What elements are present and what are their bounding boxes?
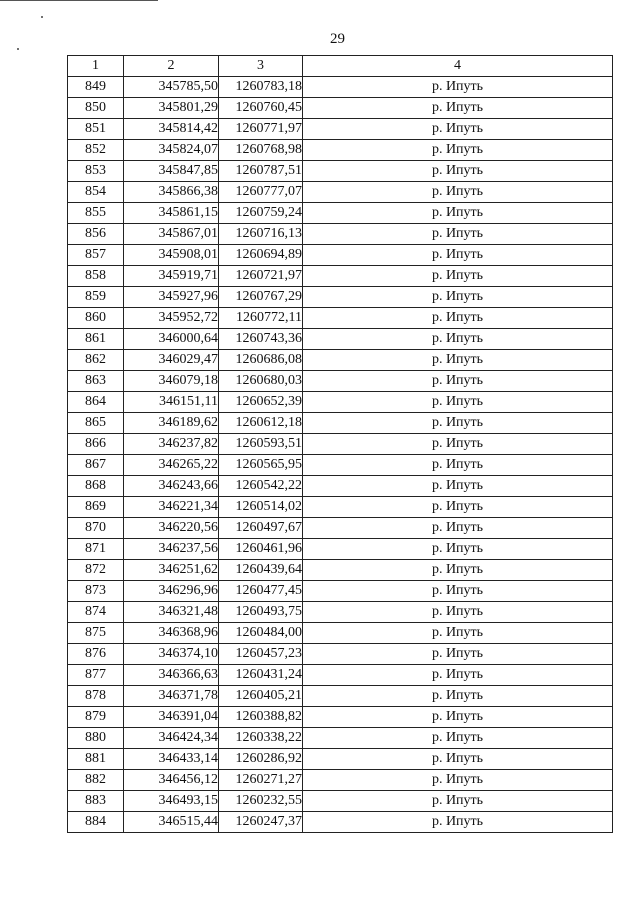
cell-y-coordinate: 1260484,00 bbox=[219, 623, 303, 644]
cell-point-number: 871 bbox=[68, 539, 124, 560]
cell-point-number: 863 bbox=[68, 371, 124, 392]
table-row bbox=[68, 182, 613, 203]
cell-description: р. Ипуть bbox=[303, 266, 613, 287]
cell-y-coordinate: 1260388,82 bbox=[219, 707, 303, 728]
cell-description: р. Ипуть bbox=[303, 224, 613, 245]
cell-point-number: 866 bbox=[68, 434, 124, 455]
cell-point-number: 849 bbox=[68, 77, 124, 98]
cell-x-coordinate: 345785,50 bbox=[124, 77, 219, 98]
cell-point-number: 884 bbox=[68, 812, 124, 833]
cell-description: р. Ипуть bbox=[303, 581, 613, 602]
cell-x-coordinate: 346321,48 bbox=[124, 602, 219, 623]
table-row bbox=[68, 707, 613, 728]
cell-x-coordinate: 346368,96 bbox=[124, 623, 219, 644]
cell-x-coordinate: 346493,15 bbox=[124, 791, 219, 812]
scan-edge-line bbox=[0, 0, 158, 1]
cell-y-coordinate: 1260771,97 bbox=[219, 119, 303, 140]
cell-description: р. Ипуть bbox=[303, 455, 613, 476]
table-row bbox=[68, 77, 613, 98]
cell-y-coordinate: 1260405,21 bbox=[219, 686, 303, 707]
cell-point-number: 882 bbox=[68, 770, 124, 791]
cell-x-coordinate: 345952,72 bbox=[124, 308, 219, 329]
table-row bbox=[68, 119, 613, 140]
cell-point-number: 873 bbox=[68, 581, 124, 602]
cell-description: р. Ипуть bbox=[303, 77, 613, 98]
cell-description: р. Ипуть bbox=[303, 686, 613, 707]
cell-point-number: 869 bbox=[68, 497, 124, 518]
table-row bbox=[68, 497, 613, 518]
cell-y-coordinate: 1260286,92 bbox=[219, 749, 303, 770]
table-row bbox=[68, 812, 613, 833]
cell-description: р. Ипуть bbox=[303, 497, 613, 518]
cell-description: р. Ипуть bbox=[303, 812, 613, 833]
cell-description: р. Ипуть bbox=[303, 434, 613, 455]
cell-description: р. Ипуть bbox=[303, 350, 613, 371]
cell-y-coordinate: 1260439,64 bbox=[219, 560, 303, 581]
cell-point-number: 876 bbox=[68, 644, 124, 665]
cell-description: р. Ипуть bbox=[303, 392, 613, 413]
cell-description: р. Ипуть bbox=[303, 770, 613, 791]
cell-point-number: 868 bbox=[68, 476, 124, 497]
cell-y-coordinate: 1260768,98 bbox=[219, 140, 303, 161]
cell-x-coordinate: 346189,62 bbox=[124, 413, 219, 434]
cell-y-coordinate: 1260759,24 bbox=[219, 203, 303, 224]
table-row bbox=[68, 791, 613, 812]
cell-point-number: 861 bbox=[68, 329, 124, 350]
cell-y-coordinate: 1260767,29 bbox=[219, 287, 303, 308]
cell-description: р. Ипуть bbox=[303, 140, 613, 161]
table-row bbox=[68, 392, 613, 413]
cell-x-coordinate: 345801,29 bbox=[124, 98, 219, 119]
table-row bbox=[68, 623, 613, 644]
cell-x-coordinate: 346391,04 bbox=[124, 707, 219, 728]
cell-point-number: 880 bbox=[68, 728, 124, 749]
cell-x-coordinate: 346000,64 bbox=[124, 329, 219, 350]
cell-x-coordinate: 346151,11 bbox=[124, 392, 219, 413]
cell-y-coordinate: 1260457,23 bbox=[219, 644, 303, 665]
table-row bbox=[68, 266, 613, 287]
cell-x-coordinate: 346251,62 bbox=[124, 560, 219, 581]
cell-y-coordinate: 1260461,96 bbox=[219, 539, 303, 560]
table-row bbox=[68, 665, 613, 686]
table-row bbox=[68, 224, 613, 245]
cell-x-coordinate: 346029,47 bbox=[124, 350, 219, 371]
page-number: 29 bbox=[330, 31, 345, 47]
table-row bbox=[68, 140, 613, 161]
cell-y-coordinate: 1260783,18 bbox=[219, 77, 303, 98]
cell-point-number: 853 bbox=[68, 161, 124, 182]
cell-point-number: 858 bbox=[68, 266, 124, 287]
cell-y-coordinate: 1260787,51 bbox=[219, 161, 303, 182]
cell-description: р. Ипуть bbox=[303, 371, 613, 392]
cell-y-coordinate: 1260593,51 bbox=[219, 434, 303, 455]
cell-y-coordinate: 1260232,55 bbox=[219, 791, 303, 812]
cell-description: р. Ипуть bbox=[303, 560, 613, 581]
table-row bbox=[68, 455, 613, 476]
cell-description: р. Ипуть bbox=[303, 791, 613, 812]
cell-y-coordinate: 1260477,45 bbox=[219, 581, 303, 602]
cell-y-coordinate: 1260542,22 bbox=[219, 476, 303, 497]
table-row bbox=[68, 308, 613, 329]
cell-y-coordinate: 1260772,11 bbox=[219, 308, 303, 329]
cell-description: р. Ипуть bbox=[303, 203, 613, 224]
column-header-point-number: 1 bbox=[68, 56, 124, 77]
table-row bbox=[68, 770, 613, 791]
cell-x-coordinate: 345814,42 bbox=[124, 119, 219, 140]
cell-description: р. Ипуть bbox=[303, 644, 613, 665]
coordinates-table bbox=[67, 55, 613, 833]
table-body bbox=[68, 77, 613, 833]
table-row bbox=[68, 371, 613, 392]
table-row bbox=[68, 686, 613, 707]
cell-point-number: 860 bbox=[68, 308, 124, 329]
cell-y-coordinate: 1260716,13 bbox=[219, 224, 303, 245]
cell-description: р. Ипуть bbox=[303, 287, 613, 308]
cell-y-coordinate: 1260565,95 bbox=[219, 455, 303, 476]
cell-description: р. Ипуть bbox=[303, 518, 613, 539]
column-header-x: 2 bbox=[124, 56, 219, 77]
cell-description: р. Ипуть bbox=[303, 245, 613, 266]
cell-description: р. Ипуть bbox=[303, 602, 613, 623]
table-row bbox=[68, 518, 613, 539]
cell-x-coordinate: 346220,56 bbox=[124, 518, 219, 539]
cell-point-number: 877 bbox=[68, 665, 124, 686]
cell-x-coordinate: 345908,01 bbox=[124, 245, 219, 266]
cell-point-number: 864 bbox=[68, 392, 124, 413]
table-row bbox=[68, 539, 613, 560]
cell-x-coordinate: 346296,96 bbox=[124, 581, 219, 602]
cell-description: р. Ипуть bbox=[303, 749, 613, 770]
cell-description: р. Ипуть bbox=[303, 182, 613, 203]
cell-x-coordinate: 345867,01 bbox=[124, 224, 219, 245]
scan-speck bbox=[41, 16, 43, 18]
cell-description: р. Ипуть bbox=[303, 623, 613, 644]
table-row bbox=[68, 350, 613, 371]
cell-description: р. Ипуть bbox=[303, 539, 613, 560]
table-row bbox=[68, 476, 613, 497]
cell-x-coordinate: 346265,22 bbox=[124, 455, 219, 476]
cell-point-number: 857 bbox=[68, 245, 124, 266]
cell-x-coordinate: 345847,85 bbox=[124, 161, 219, 182]
cell-point-number: 875 bbox=[68, 623, 124, 644]
cell-point-number: 854 bbox=[68, 182, 124, 203]
cell-description: р. Ипуть bbox=[303, 665, 613, 686]
table-row bbox=[68, 203, 613, 224]
table-row bbox=[68, 245, 613, 266]
cell-description: р. Ипуть bbox=[303, 728, 613, 749]
cell-y-coordinate: 1260612,18 bbox=[219, 413, 303, 434]
cell-x-coordinate: 346371,78 bbox=[124, 686, 219, 707]
cell-point-number: 851 bbox=[68, 119, 124, 140]
cell-point-number: 865 bbox=[68, 413, 124, 434]
cell-description: р. Ипуть bbox=[303, 329, 613, 350]
cell-x-coordinate: 346515,44 bbox=[124, 812, 219, 833]
cell-x-coordinate: 345861,15 bbox=[124, 203, 219, 224]
cell-y-coordinate: 1260652,39 bbox=[219, 392, 303, 413]
cell-description: р. Ипуть bbox=[303, 707, 613, 728]
cell-x-coordinate: 346424,34 bbox=[124, 728, 219, 749]
cell-y-coordinate: 1260680,03 bbox=[219, 371, 303, 392]
cell-description: р. Ипуть bbox=[303, 413, 613, 434]
table-row bbox=[68, 98, 613, 119]
cell-point-number: 870 bbox=[68, 518, 124, 539]
cell-y-coordinate: 1260694,89 bbox=[219, 245, 303, 266]
table-row bbox=[68, 644, 613, 665]
cell-y-coordinate: 1260721,97 bbox=[219, 266, 303, 287]
column-header-description: 4 bbox=[303, 56, 613, 77]
cell-x-coordinate: 346374,10 bbox=[124, 644, 219, 665]
cell-y-coordinate: 1260493,75 bbox=[219, 602, 303, 623]
cell-x-coordinate: 346221,34 bbox=[124, 497, 219, 518]
cell-y-coordinate: 1260431,24 bbox=[219, 665, 303, 686]
cell-point-number: 862 bbox=[68, 350, 124, 371]
table-row bbox=[68, 161, 613, 182]
cell-point-number: 872 bbox=[68, 560, 124, 581]
cell-x-coordinate: 346456,12 bbox=[124, 770, 219, 791]
cell-y-coordinate: 1260271,27 bbox=[219, 770, 303, 791]
cell-description: р. Ипуть bbox=[303, 98, 613, 119]
table-row bbox=[68, 329, 613, 350]
column-header-y: 3 bbox=[219, 56, 303, 77]
cell-y-coordinate: 1260497,67 bbox=[219, 518, 303, 539]
cell-description: р. Ипуть bbox=[303, 119, 613, 140]
cell-point-number: 856 bbox=[68, 224, 124, 245]
scan-speck bbox=[17, 48, 19, 50]
cell-x-coordinate: 346237,56 bbox=[124, 539, 219, 560]
cell-x-coordinate: 345866,38 bbox=[124, 182, 219, 203]
table-row bbox=[68, 602, 613, 623]
cell-point-number: 855 bbox=[68, 203, 124, 224]
cell-y-coordinate: 1260338,22 bbox=[219, 728, 303, 749]
cell-point-number: 850 bbox=[68, 98, 124, 119]
cell-description: р. Ипуть bbox=[303, 308, 613, 329]
table-header-row bbox=[68, 56, 613, 77]
cell-point-number: 878 bbox=[68, 686, 124, 707]
table-row bbox=[68, 728, 613, 749]
cell-y-coordinate: 1260743,36 bbox=[219, 329, 303, 350]
cell-point-number: 883 bbox=[68, 791, 124, 812]
cell-point-number: 881 bbox=[68, 749, 124, 770]
cell-x-coordinate: 346366,63 bbox=[124, 665, 219, 686]
cell-x-coordinate: 346243,66 bbox=[124, 476, 219, 497]
cell-y-coordinate: 1260686,08 bbox=[219, 350, 303, 371]
cell-point-number: 874 bbox=[68, 602, 124, 623]
cell-y-coordinate: 1260777,07 bbox=[219, 182, 303, 203]
cell-description: р. Ипуть bbox=[303, 161, 613, 182]
cell-point-number: 867 bbox=[68, 455, 124, 476]
table-row bbox=[68, 413, 613, 434]
cell-x-coordinate: 345824,07 bbox=[124, 140, 219, 161]
cell-description: р. Ипуть bbox=[303, 476, 613, 497]
cell-y-coordinate: 1260247,37 bbox=[219, 812, 303, 833]
cell-x-coordinate: 346079,18 bbox=[124, 371, 219, 392]
cell-point-number: 859 bbox=[68, 287, 124, 308]
cell-x-coordinate: 346433,14 bbox=[124, 749, 219, 770]
cell-x-coordinate: 346237,82 bbox=[124, 434, 219, 455]
table-row bbox=[68, 749, 613, 770]
table-row bbox=[68, 581, 613, 602]
cell-x-coordinate: 345919,71 bbox=[124, 266, 219, 287]
cell-point-number: 879 bbox=[68, 707, 124, 728]
cell-x-coordinate: 345927,96 bbox=[124, 287, 219, 308]
table-row bbox=[68, 560, 613, 581]
table-row bbox=[68, 434, 613, 455]
cell-y-coordinate: 1260514,02 bbox=[219, 497, 303, 518]
table-row bbox=[68, 287, 613, 308]
cell-y-coordinate: 1260760,45 bbox=[219, 98, 303, 119]
cell-point-number: 852 bbox=[68, 140, 124, 161]
